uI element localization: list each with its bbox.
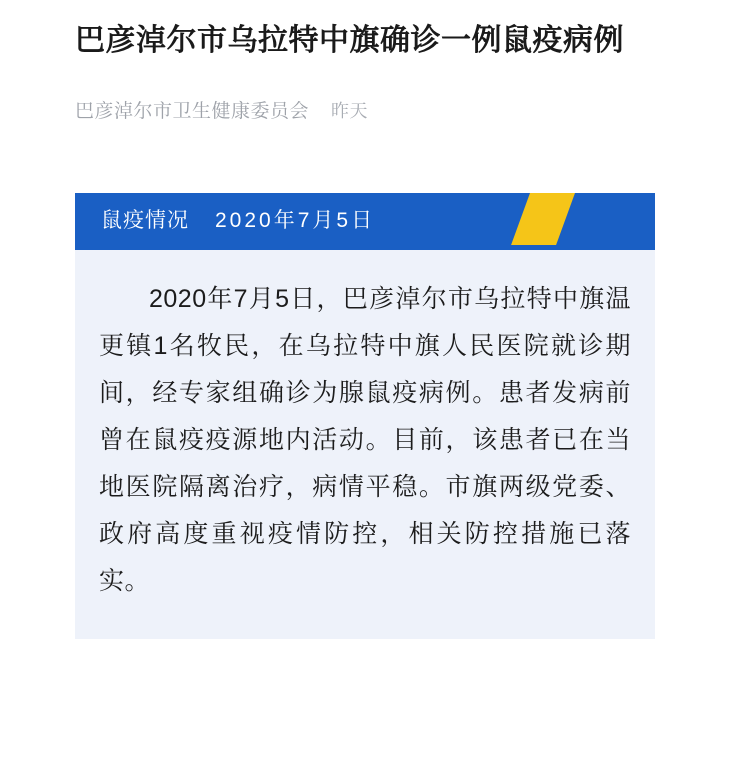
byline-source[interactable]: 巴彦淖尔市卫生健康委员会 <box>75 101 310 122</box>
header-date: 2020年7月5日 <box>215 209 376 232</box>
byline <box>75 96 656 123</box>
byline-time: 昨天 <box>331 101 369 121</box>
info-card-body <box>75 250 655 639</box>
header-label: 鼠疫情况 <box>101 209 189 232</box>
info-card-header <box>75 193 655 245</box>
page-title: 巴彦淖尔市乌拉特中旗确诊一例鼠疫病例 <box>75 24 624 57</box>
bottom-spacer <box>75 639 656 669</box>
info-card-paragraph: 2020年7月5日，巴彦淖尔市乌拉特中旗温更镇1名牧民，在乌拉特中旗人民医院就诊期间，经专家组确诊为腺鼠疫病例。患者发病前曾在鼠疫疫源地内活动。目前，该患者已在当地医院隔离治疗，病情平稳。市旗两级党委、政府高度重视疫情防控，相关防控措施已落实。 <box>99 285 631 595</box>
header-text <box>75 204 375 234</box>
info-card <box>75 193 655 639</box>
header-blue-tail <box>556 193 655 245</box>
